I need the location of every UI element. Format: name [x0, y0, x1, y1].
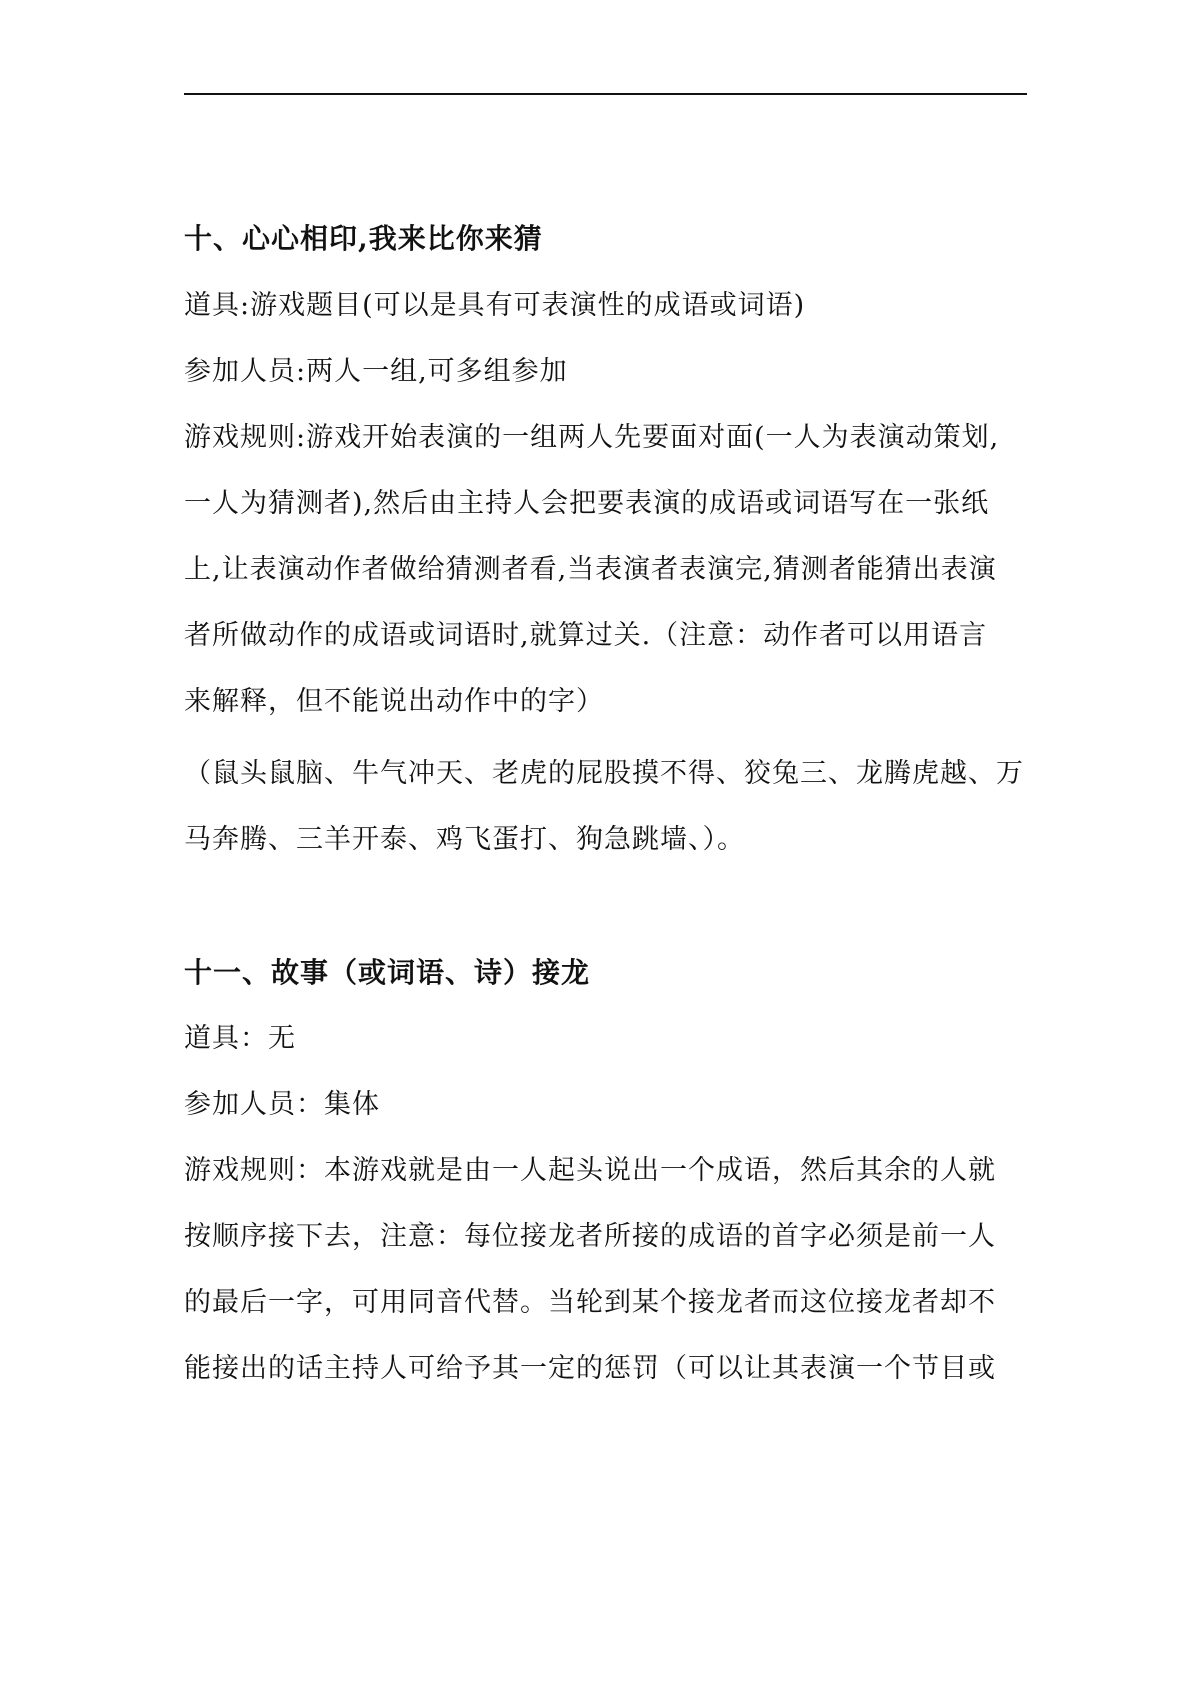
section-10-props: 道具:游戏题目(可以是具有可表演性的成语或词语) — [184, 290, 806, 321]
section-11-heading: 十一、故事（或词语、诗）接龙 — [184, 956, 591, 989]
section-11-participants: 参加人员：集体 — [184, 1089, 380, 1120]
section-11-rules-line: 能接出的话主持人可给予其一定的惩罚（可以让其表演一个节目或 — [184, 1353, 996, 1384]
section-10-rules-line: 者所做动作的成语或词语时,就算过关.（注意：动作者可以用语言 — [184, 620, 988, 651]
section-10-rules-line: 游戏规则:游戏开始表演的一组两人先要面对面(一人为表演动策划, — [184, 422, 1000, 453]
section-10-rules-line: 来解释，但不能说出动作中的字） — [184, 686, 604, 717]
section-11-rules-line: 的最后一字，可用同音代替。当轮到某个接龙者而这位接龙者却不 — [184, 1287, 996, 1318]
section-10-examples-line: （鼠头鼠脑、牛气冲天、老虎的屁股摸不得、狡兔三、龙腾虎越、万 — [184, 758, 1024, 789]
section-11-rules-line: 按顺序接下去，注意：每位接龙者所接的成语的首字必须是前一人 — [184, 1221, 996, 1252]
section-11-props: 道具：无 — [184, 1023, 296, 1054]
section-10-participants: 参加人员:两人一组,可多组参加 — [184, 356, 568, 387]
header-rule — [184, 93, 1027, 95]
section-11-rules-line: 游戏规则：本游戏就是由一人起头说出一个成语，然后其余的人就 — [184, 1155, 996, 1186]
section-10-rules-line: 上,让表演动作者做给猜测者看,当表演者表演完,猜测者能猜出表演 — [184, 554, 997, 585]
section-10-rules-line: 一人为猜测者),然后由主持人会把要表演的成语或词语写在一张纸 — [184, 488, 990, 519]
section-10-examples-line: 马奔腾、三羊开泰、鸡飞蛋打、狗急跳墙、）。 — [184, 824, 745, 855]
section-10-heading: 十、心心相印,我来比你来猜 — [184, 222, 543, 255]
